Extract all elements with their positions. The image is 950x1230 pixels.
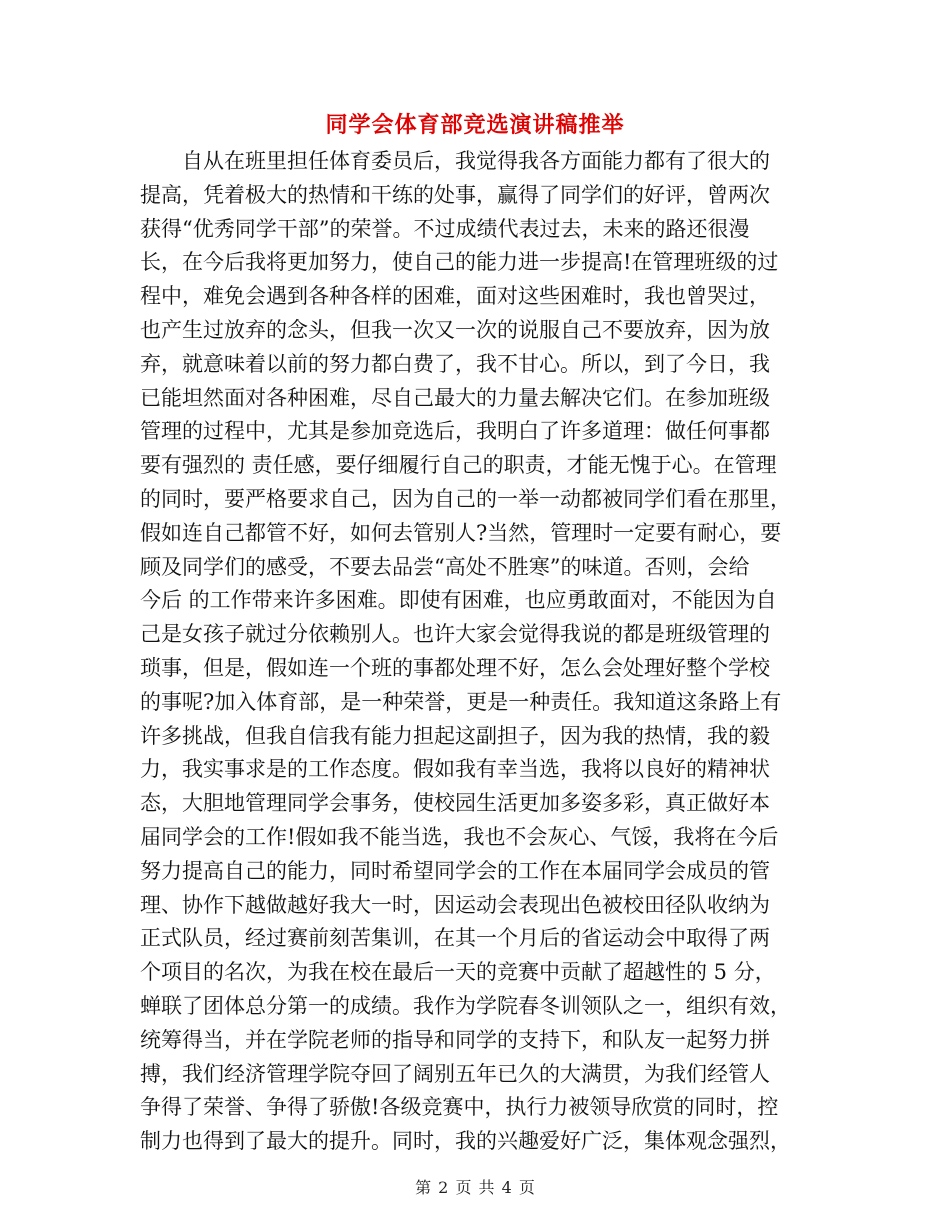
body-line: 要有强烈的 责任感，要仔细履行自己的职责，才能无愧于心。在管理 [140, 453, 777, 478]
body-line: 个项目的名次，为我在校在最后一天的竞赛中贡献了超越性的 5 分， [140, 960, 776, 985]
body-line: 程中，难免会遇到各种各样的困难，面对这些困难时，我也曾哭过， [140, 284, 770, 309]
body-line: 弃，就意味着以前的努力都白费了，我不甘心。所以，到了今日，我 [140, 351, 770, 376]
body-line: 届同学会的工作!假如我不能当选，我也不会灰心、气馁，我将在今后 [140, 824, 779, 849]
body-line: 的事呢?加入体育部，是一种荣誉，更是一种责任。我知道这条路上有 [140, 689, 782, 714]
body-line: 顾及同学们的感受，不要去品尝“高处不胜寒”的味道。否则，会给 [140, 554, 750, 579]
body-line: 统筹得当，并在学院老师的指导和同学的支持下，和队友一起努力拼 [140, 1027, 770, 1052]
body-line: 力，我实事求是的工作态度。假如我有幸当选，我将以良好的精神状 [140, 757, 770, 782]
body-line: 努力提高自己的能力，同时希望同学会的工作在本届同学会成员的管 [140, 858, 770, 883]
body-line: 提高，凭着极大的热情和干练的处事，赢得了同学们的好评，曾两次 [140, 182, 770, 207]
body-line: 态，大胆地管理同学会事务，使校园生活更加多姿多彩，真正做好本 [140, 791, 770, 816]
body-line: 争得了荣誉、争得了骄傲!各级竞赛中，执行力被领导欣赏的同时，控 [140, 1095, 779, 1120]
body-line: 已能坦然面对各种困难，尽自己最大的力量去解决它们。在参加班级 [140, 385, 770, 410]
document-title: 同学会体育部竞选演讲稿推举 [325, 112, 625, 138]
body-line: 搏，我们经济管理学院夺回了阔别五年已久的大满贯，为我们经管人 [140, 1061, 770, 1086]
page-number-footer: 第 2 页 共 4 页 [415, 1178, 535, 1197]
body-line: 许多挑战，但我自信我有能力担起这副担子，因为我的热情，我的毅 [140, 723, 770, 748]
body-line: 获得“优秀同学干部”的荣誉。不过成绩代表过去，未来的路还很漫 [140, 216, 750, 241]
body-line: 今后 的工作带来许多困难。即使有困难，也应勇敢面对，不能因为自 [140, 588, 777, 613]
document-body [140, 145, 805, 1159]
body-line: 蝉联了团体总分第一的成绩。我作为学院春冬训领队之一，组织有效， [140, 993, 791, 1018]
body-line: 的同时，要严格要求自己，因为自己的一举一动都被同学们看在那里， [140, 486, 791, 511]
body-line: 假如连自己都管不好，如何去管别人?当然，管理时一定要有耐心，要 [140, 520, 782, 545]
body-line: 理、协作下越做越好我大一时，因运动会表现出色被校田径队收纳为 [140, 892, 770, 917]
body-line: 管理的过程中，尤其是参加竞选后，我明白了许多道理：做任何事都 [140, 419, 770, 444]
body-line: 琐事，但是，假如连一个班的事都处理不好，怎么会处理好整个学校 [140, 655, 770, 680]
body-line: 也产生过放弃的念头，但我一次又一次的说服自己不要放弃，因为放 [140, 317, 770, 342]
body-line: 己是女孩子就过分依赖别人。也许大家会觉得我说的都是班级管理的 [140, 622, 770, 647]
body-line: 制力也得到了最大的提升。同时，我的兴趣爱好广泛，集体观念强烈， [140, 1129, 791, 1154]
body-line: 正式队员，经过赛前刻苦集训，在其一个月后的省运动会中取得了两 [140, 926, 770, 951]
body-line: 自从在班里担任体育委员后，我觉得我各方面能力都有了很大的 [182, 149, 770, 173]
body-line: 长，在今后我将更加努力，使自己的能力进一步提高!在管理班级的过 [140, 250, 779, 275]
